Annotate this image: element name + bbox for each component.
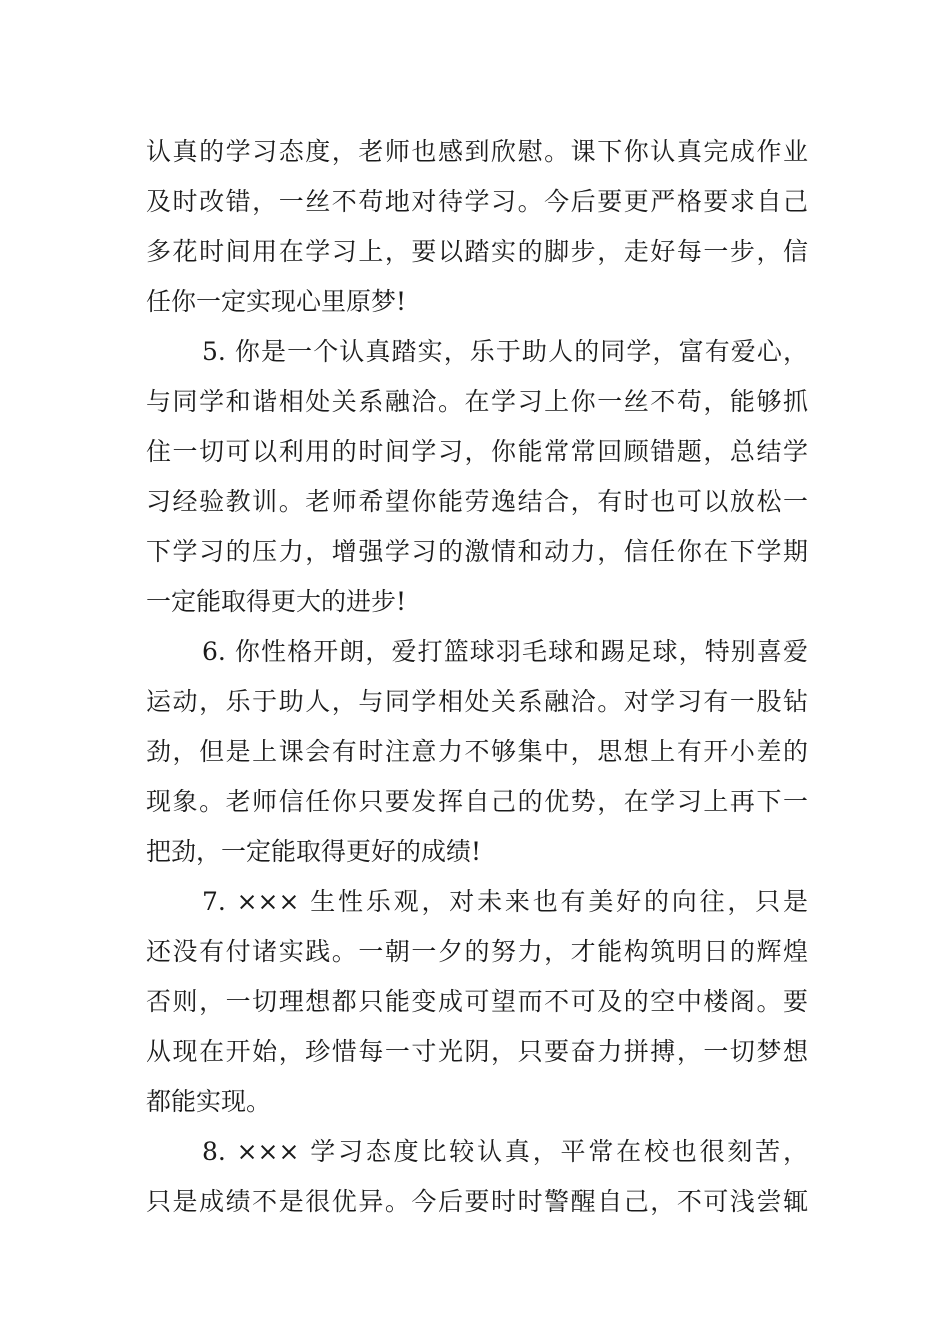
- paragraph-start-6: 6. 你性格开朗，爱打篮球羽毛球和踢足球，特别喜爱: [202, 637, 808, 666]
- text-line: 认真的学习态度，老师也感到欣慰。课下你认真完成作业: [146, 137, 808, 166]
- text-line: 劲，但是上课会有时注意力不够集中，思想上有开小差的: [146, 737, 808, 766]
- text-line: 还没有付诸实践。一朝一夕的努力，才能构筑明日的辉煌: [146, 937, 808, 966]
- paragraph-start-8: 8. ××× 学习态度比较认真，平常在校也很刻苦，: [202, 1137, 808, 1166]
- text-line: 只是成绩不是很优异。今后要时时警醒自己，不可浅尝辄: [146, 1187, 808, 1216]
- text-line: 都能实现。: [146, 1087, 272, 1116]
- text-line: 下学习的压力，增强学习的激情和动力，信任你在下学期: [146, 537, 808, 566]
- paragraph-start-5: 5. 你是一个认真踏实，乐于助人的同学，富有爱心，: [202, 337, 808, 366]
- text-line: 从现在开始，珍惜每一寸光阴，只要奋力拼搏，一切梦想: [146, 1037, 808, 1066]
- text-line: 否则，一切理想都只能变成可望而不可及的空中楼阁。要: [146, 987, 808, 1016]
- paragraph-start-7: 7. ××× 生性乐观，对未来也有美好的向往，只是: [202, 887, 808, 916]
- text-line: 一定能取得更大的进步!: [146, 587, 407, 616]
- text-line: 现象。老师信任你只要发挥自己的优势，在学习上再下一: [146, 787, 808, 816]
- text-line: 任你一定实现心里原梦!: [146, 287, 407, 316]
- text-line: 住一切可以利用的时间学习，你能常常回顾错题，总结学: [146, 437, 808, 466]
- text-line: 把劲，一定能取得更好的成绩!: [146, 837, 482, 866]
- text-line: 及时改错，一丝不苟地对待学习。今后要更严格要求自己: [146, 187, 808, 216]
- text-line: 多花时间用在学习上，要以踏实的脚步，走好每一步，信: [146, 237, 808, 266]
- text-line: 习经验教训。老师希望你能劳逸结合，有时也可以放松一: [146, 487, 808, 516]
- text-line: 运动，乐于助人，与同学相处关系融洽。对学习有一股钻: [146, 687, 808, 716]
- text-line: 与同学和谐相处关系融洽。在学习上你一丝不苟，能够抓: [146, 387, 808, 416]
